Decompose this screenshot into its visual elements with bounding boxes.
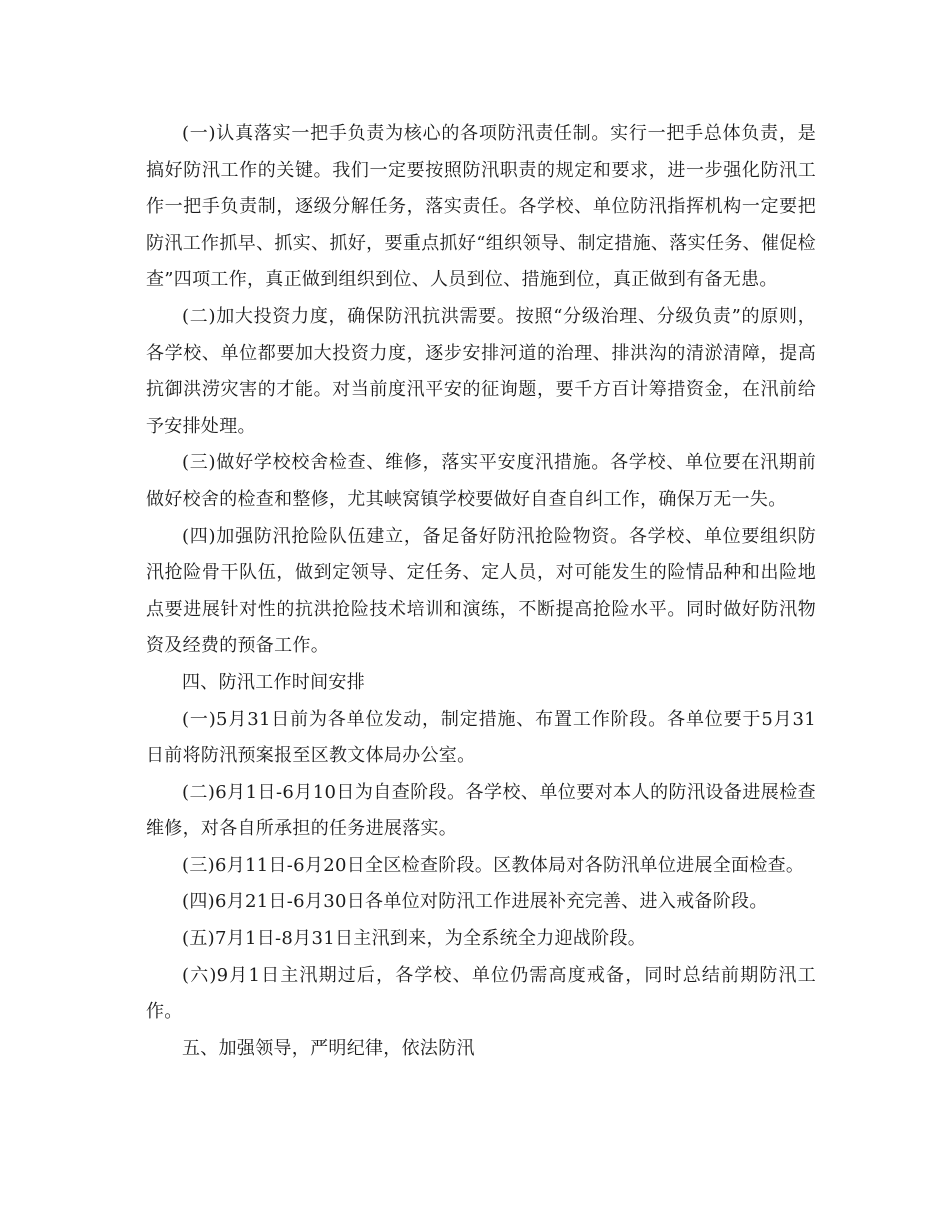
document-body xyxy=(146,116,816,1067)
paragraph-schedule-2: (二)6月1日-6月10日为自查阶段。各学校、单位要对本人的防汛设备进展检查维修，对各自所承担的任务进展落实。 xyxy=(146,781,816,840)
paragraph-investment: (二)加大投资力度，确保防汛抗洪需要。按照“分级治理、分级负责”的原则，各学校、单位都要加大投资力度，逐步安排河道的治理、排洪沟的清淤清障，提高抗御洪涝灾害的才能。对当前度汛平安的征询题，要千方百计筹措资金，在汛前给予安排处理。 xyxy=(146,305,816,437)
paragraph-schedule-6: (六)9月1日主汛期过后，各学校、单位仍需高度戒备，同时总结前期防汛工作。 xyxy=(146,964,816,1023)
section-heading-leadership: 五、加强领导，严明纪律，依法防汛 xyxy=(182,1037,475,1059)
paragraph-responsibility: (一)认真落实一把手负责为核心的各项防汛责任制。实行一把手总体负责，是搞好防汛工作的关键。我们一定要按照防汛职责的规定和要求，进一步强化防汛工作一把手负责制，逐级分解任务，落实责任。各学校、单位防汛指挥机构一定要把防汛工作抓早、抓实、抓好，要重点抓好“组织领导、制定措施、落实任务、催促检查”四项工作，真正做到组织到位、人员到位、措施到位，真正做到有备无患。 xyxy=(146,123,816,291)
paragraph-schedule-3: (三)6月11日-6月20日全区检查阶段。区教体局对各防汛单位进展全面检查。 xyxy=(182,854,805,876)
section-heading-schedule: 四、防汛工作时间安排 xyxy=(182,671,365,693)
paragraph-schedule-5: (五)7月1日-8月31日主汛到来，为全系统全力迎战阶段。 xyxy=(182,928,647,950)
paragraph-school-inspection: (三)做好学校校舍检查、维修，落实平安度汛措施。各学校、单位要在汛期前做好校舍的检查和整修，尤其峡窝镇学校要做好自查自纠工作，确保万无一失。 xyxy=(146,452,816,510)
paragraph-rescue-team: (四)加强防汛抢险队伍建立，备足备好防汛抢险物资。各学校、单位要组织防汛抢险骨干队伍，做到定领导、定任务、定人员，对可能发生的险情品种和出险地点要进展针对性的抗洪抢险技术培训和演练，不断提高抢险水平。同时做好防汛物资及经费的预备工作。 xyxy=(146,525,816,657)
paragraph-schedule-4: (四)6月21日-6月30日各单位对防汛工作进展补充完善、进入戒备阶段。 xyxy=(182,891,768,913)
paragraph-schedule-1: (一)5月31日前为各单位发动，制定措施、布置工作阶段。各单位要于5月31日前将防汛预案报至区教文体局办公室。 xyxy=(146,708,816,767)
